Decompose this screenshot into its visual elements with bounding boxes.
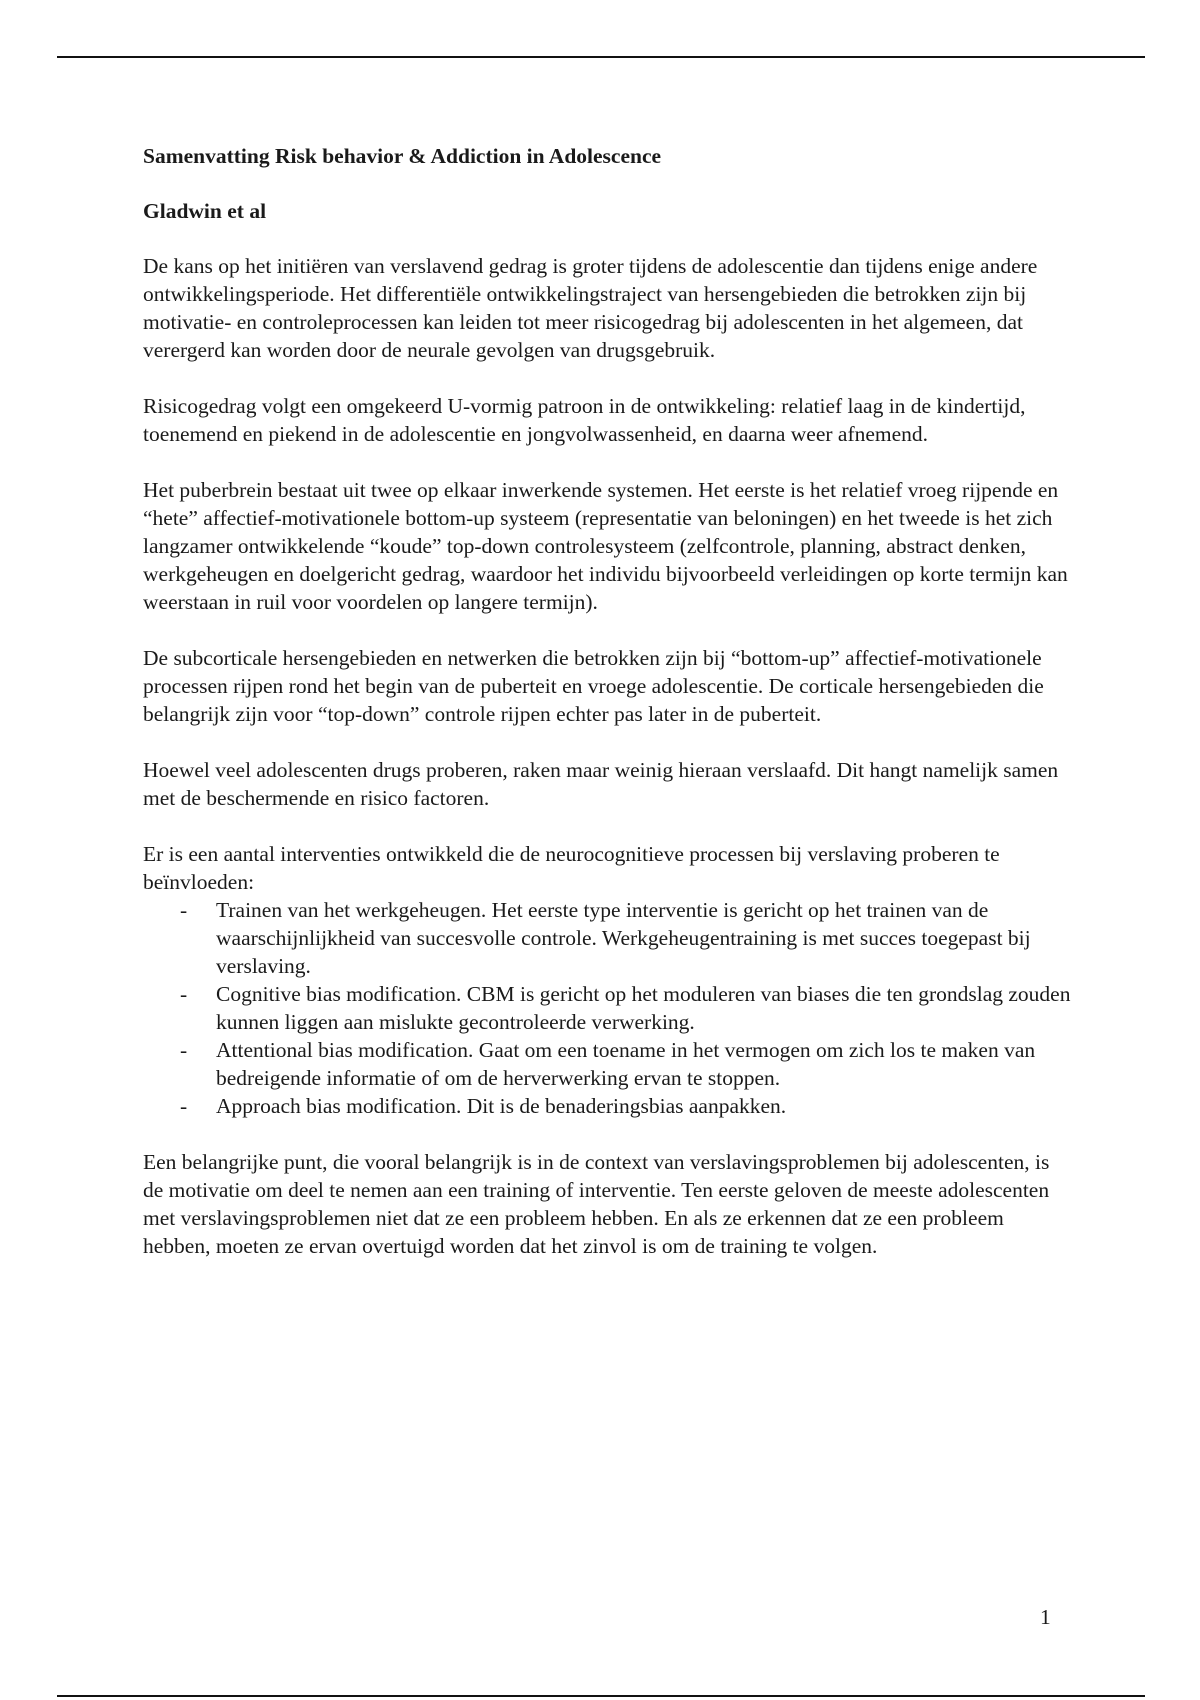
document-subtitle: Gladwin et al	[143, 199, 267, 223]
bullet-dash: -	[180, 1038, 188, 1062]
list-item-text: Approach bias modification. Dit is de benaderingsbias aanpakken.	[216, 1094, 787, 1118]
paragraph-u-pattern: Risicogedrag volgt een omgekeerd U-vormig patroon in de ontwikkeling: relatief laag in de kindertijd, toenemend en piekend in de adolescentie en jongvolwassenheid, en daarna weer afnemend.	[143, 394, 1026, 446]
list-item	[143, 1036, 1073, 1092]
document-title: Samenvatting Risk behavior & Addiction in Adolescence	[143, 144, 662, 168]
document-body	[143, 142, 1073, 1288]
top-rule	[57, 56, 1145, 58]
paragraph-brain-regions: De subcorticale hersengebieden en netwerken die betrokken zijn bij “bottom-up” affectief-motivationele processen rijpen rond het begin van de puberteit en vroege adolescentie. De corticale hersengebieden die belangrijk zijn voor “top-down” controle rijpen echter pas later in de puberteit.	[143, 646, 1044, 726]
bullet-dash: -	[180, 1094, 188, 1118]
list-item	[143, 980, 1073, 1036]
intervention-list	[143, 896, 1073, 1120]
list-item	[143, 896, 1073, 980]
paragraph-intro: De kans op het initiëren van verslavend gedrag is groter tijdens de adolescentie dan tijdens enige andere ontwikkelingsperiode. Het differentiële ontwikkelingstraject van hersengebieden die betrokken zijn bij motivatie- en controleprocessen kan leiden tot meer risicogedrag bij adolescenten in het algemeen, dat verergerd kan worden door de neurale gevolgen van drugsgebruik.	[143, 254, 1038, 362]
list-item-text: Cognitive bias modification. CBM is gericht op het moduleren van biases die ten grondslag zouden kunnen liggen aan mislukte gecontroleerde verwerking.	[216, 982, 1071, 1034]
paragraph-two-systems: Het puberbrein bestaat uit twee op elkaar inwerkende systemen. Het eerste is het relatief vroeg rijpende en “hete” affectief-motivationele bottom-up systeem (representatie van beloningen) en het tweede is het zich langzamer ontwikkelende “koude” top-down controlesysteem (zelfcontrole, planning, abstract denken, werkgeheugen en doelgericht gedrag, waardoor het individu bijvoorbeeld verleidingen op korte termijn kan weerstaan in ruil voor voordelen op langere termijn).	[143, 478, 1068, 614]
paragraph-list-intro: Er is een aantal interventies ontwikkeld die de neurocognitieve processen bij verslaving proberen te beïnvloeden:	[143, 842, 1000, 894]
paragraph-risk-factors: Hoewel veel adolescenten drugs proberen, raken maar weinig hieraan verslaafd. Dit hangt namelijk samen met de beschermende en risico factoren.	[143, 758, 1059, 810]
bullet-dash: -	[180, 898, 188, 922]
page-number: 1	[1040, 1605, 1051, 1629]
list-item-text: Attentional bias modification. Gaat om een toename in het vermogen om zich los te maken van bedreigende informatie of om de herverwerking ervan te stoppen.	[216, 1038, 1036, 1090]
bullet-dash: -	[180, 982, 188, 1006]
list-item	[143, 1092, 1073, 1120]
list-item-text: Trainen van het werkgeheugen. Het eerste type interventie is gericht op het trainen van de waarschijnlijkheid van succesvolle controle. Werkgeheugentraining is met succes toegepast bij verslaving.	[216, 898, 1031, 978]
paragraph-motivation: Een belangrijke punt, die vooral belangrijk is in de context van verslavingsproblemen bij adolescenten, is de motivatie om deel te nemen aan een training of interventie. Ten eerste geloven de meeste adolescenten met verslavingsproblemen niet dat ze een probleem hebben. En als ze erkennen dat ze een probleem hebben, moeten ze ervan overtuigd worden dat het zinvol is om de training te volgen.	[143, 1150, 1050, 1258]
bottom-rule	[57, 1695, 1145, 1697]
